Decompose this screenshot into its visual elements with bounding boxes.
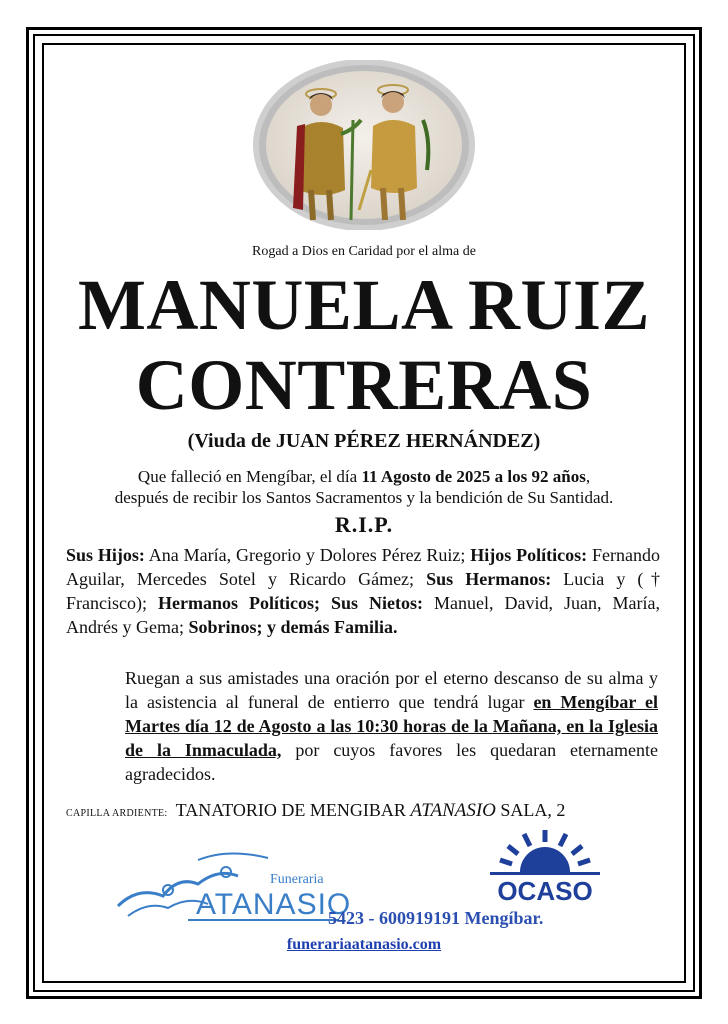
politicos-label: Hijos Políticos: — [470, 545, 588, 565]
ocaso-logo — [480, 828, 610, 908]
death-text-prefix: Que falleció en Mengíbar, el día — [137, 467, 362, 486]
atanasio-wordmark: ATANASIO — [196, 888, 352, 921]
hermanos-label: Sus Hermanos: — [426, 569, 552, 589]
family-tail: Sobrinos; y demás Familia. — [188, 617, 398, 637]
intro-text: Rogad a Dios en Caridad por el alma de — [252, 244, 476, 259]
prayer-text-1: Ruegan a sus amistades una oración por el eterno descanso de su alma y la asistencia al funeral de entierro que tendrá lugar — [125, 668, 658, 712]
ocaso-wordmark: OCASO — [497, 876, 593, 906]
funeraria-word: Funeraria — [270, 872, 324, 887]
sacraments-line: después de recibir los Santos Sacramentos y la bendición de Su Santidad. — [114, 488, 614, 507]
death-date-age: 11 Agosto de 2025 a los 92 años — [361, 467, 586, 486]
widow-note: (Viuda de JUAN PÉREZ HERNÁNDEZ) — [187, 430, 541, 452]
hijos-names: Ana María, Gregorio y Dolores Pérez Ruiz; — [144, 545, 471, 565]
website-link[interactable]: funerariaatanasio.com — [286, 936, 442, 953]
funeral-details: en Mengíbar el Martes día 12 de Agosto a las 10:30 horas de la Mañana, en la Iglesia de la Inmaculada, — [125, 692, 659, 760]
chapel-brand: ATANASIO — [410, 800, 496, 821]
sunset-icon — [480, 828, 610, 878]
funeraria-atanasio-logo — [108, 846, 352, 926]
hermanos-names: Lucia y († Francisco); — [66, 569, 661, 613]
death-text-suffix: , — [585, 467, 591, 486]
prayer-paragraph — [125, 666, 658, 786]
prayer-text-2: por cuyos favores les quedaran eternamente agradecidos. — [125, 740, 658, 784]
hijos-label: Sus Hijos: — [66, 545, 145, 565]
family-list — [66, 543, 660, 639]
nietos-label: Hermanos Políticos; Sus Nietos: — [157, 593, 423, 613]
chapel-place: TANATORIO DE MENGIBAR — [171, 800, 411, 820]
chapel-line — [66, 800, 565, 822]
phone-numbers: 5423 - 600919191 Mengíbar. — [328, 908, 544, 928]
rip-heading: R.I.P. — [334, 512, 394, 537]
nietos-names: Manuel, David, Juan, María, Andrés y Gema; — [66, 593, 660, 637]
chapel-label: CAPILLA ARDIENTE: — [66, 808, 168, 819]
deceased-name-line2: CONTRERAS — [135, 345, 593, 425]
politicos-names: Fernando Aguilar, Mercedes Sotel y Ricardo Gámez; — [66, 545, 660, 589]
death-notice — [60, 466, 668, 508]
saints-portrait — [253, 60, 475, 230]
deceased-name-line1: MANUELA RUIZ — [77, 265, 651, 345]
chapel-room: SALA, 2 — [495, 800, 566, 820]
